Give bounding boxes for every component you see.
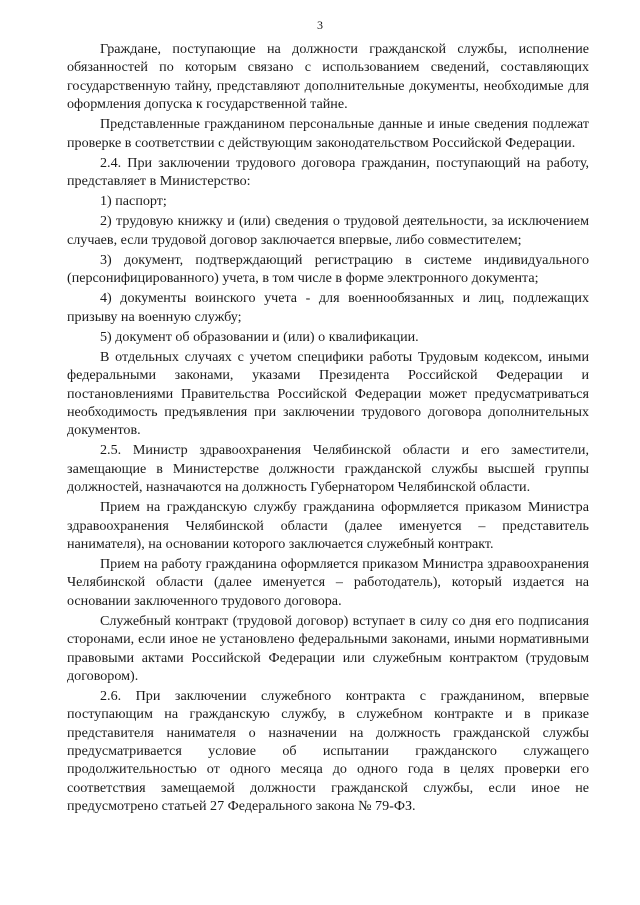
paragraph-work-hiring: Прием на работу гражданина оформляется приказом Министра здравоохранения Челябинской области (далее именуется – работодатель), который издается на основании заключенного трудового договора.	[67, 556, 589, 609]
paragraph-section-2-5: 2.5. Министр здравоохранения Челябинской области и его заместители, замещающие в Министерстве должности гражданской службы высшей группы должностей, назначаются на должность Губернатором Челябинской области.	[67, 442, 589, 496]
paragraph-additional-documents: В отдельных случаях с учетом специфики работы Трудовым кодексом, иными федеральными законами, указами Президента Российской Федерации и постановлениями Правительства Российской Федерации может предусматриваться необходимость предъявления при заключении трудового договора дополнительных документов.	[67, 348, 589, 439]
list-item-education-document: 5) документ об образовании и (или) о квалификации.	[100, 328, 419, 345]
paragraph-section-2-6: 2.6. При заключении служебного контракта с гражданином, впервые поступающим на гражданскую службу, в служебном контракте и в приказе представителя нанимателя о назначении на должность гражданской службы предусматривается условие об испытании гражданского служащего продолжительностью от одного месяца до одного года в целях проверки его соответствия замещаемой должности гражданской службы, если иное не предусмотрено статьей 27 Федерального закона № 79-ФЗ.	[67, 688, 589, 815]
list-item-passport: 1) паспорт;	[100, 193, 167, 210]
paragraph-section-2-4: 2.4. При заключении трудового договора гражданин, поступающий на работу, представляет в Министерство:	[67, 154, 589, 189]
document-body	[67, 40, 589, 815]
list-item-work-book: 2) трудовую книжку и (или) сведения о трудовой деятельности, за исключением случаев, если трудовой договор заключается впервые, либо совместителем;	[67, 213, 589, 248]
list-item-military-documents: 4) документы воинского учета - для военнообязанных и лиц, подлежащих призыву на военную службу;	[67, 290, 589, 325]
page-number: 3	[317, 18, 323, 32]
paragraph-data-verification: Представленные гражданином персональные данные и иные сведения подлежат проверке в соответствии с действующим законодательством Российской Федерации.	[67, 116, 589, 151]
paragraph-contract-effective: Служебный контракт (трудовой договор) вступает в силу со дня его подписания сторонами, если иное не установлено федеральными законами, иными нормативными правовыми актами Российской Федерации или служебным контрактом (трудовым договором).	[67, 612, 589, 684]
paragraph-secret-clearance: Граждане, поступающие на должности гражданской службы, исполнение обязанностей по которым связано с использованием сведений, составляющих государственную тайну, представляют дополнительные документы, необходимые для оформления допуска к государственной тайне.	[67, 41, 589, 113]
paragraph-civil-service-hiring: Прием на гражданскую службу гражданина оформляется приказом Министра здравоохранения Челябинской области (далее именуется – представитель нанимателя), на основании которого заключается служебный контракт.	[67, 499, 589, 552]
list-item-registration-document: 3) документ, подтверждающий регистрацию в системе индивидуального (персонифицированного) учета, в том числе в форме электронного документа;	[67, 251, 589, 287]
